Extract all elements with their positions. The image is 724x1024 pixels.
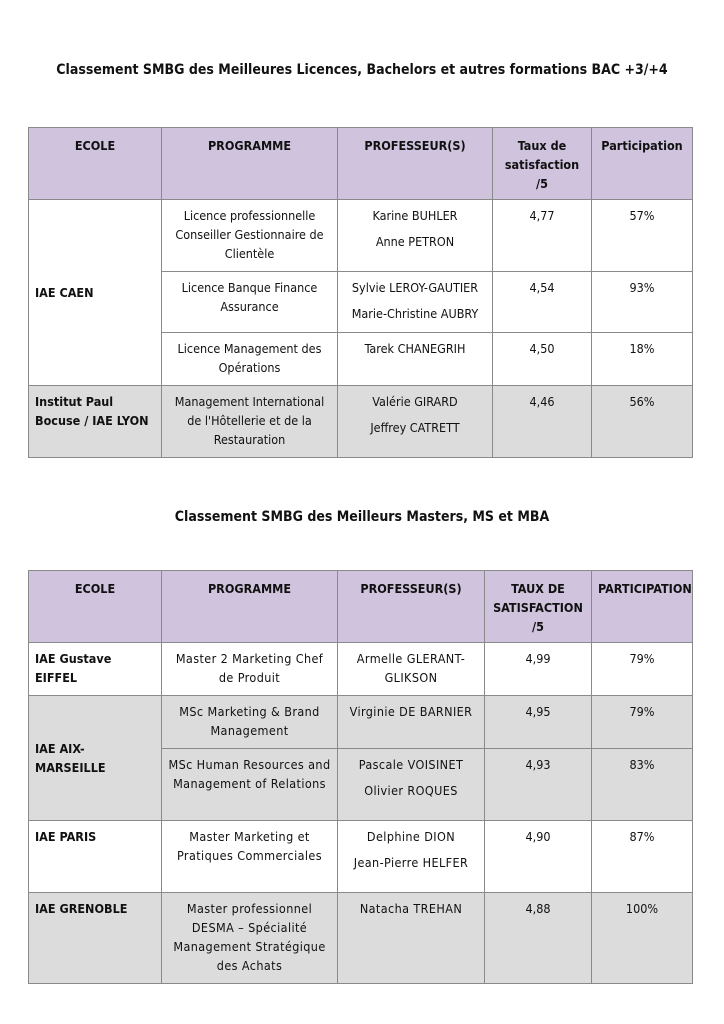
professors-cell	[338, 386, 493, 458]
satisfaction-cell: 4,90	[485, 821, 592, 893]
school-cell: IAE AIX-MARSEILLE	[29, 696, 162, 821]
participation-cell: 83%	[592, 749, 693, 821]
header-programme: PROGRAMME	[162, 571, 338, 643]
professor-name: Armelle GLERANT-GLIKSON	[356, 651, 466, 685]
professors-cell	[338, 200, 493, 272]
satisfaction-cell: 4,93	[485, 749, 592, 821]
masters-ranking-table	[28, 570, 693, 984]
school-cell: Institut Paul Bocuse / IAE LYON	[29, 386, 162, 458]
program-cell: MSc Marketing & Brand Management	[162, 696, 338, 749]
participation-cell: 79%	[592, 696, 693, 749]
program-cell: Licence Management des Opérations	[162, 333, 338, 386]
header-programme: PROGRAMME	[162, 128, 338, 200]
professor-name: Valérie GIRARD	[372, 394, 458, 409]
header-participation: Participation	[592, 128, 693, 200]
header-ecole: ECOLE	[29, 571, 162, 643]
table-row	[29, 200, 693, 272]
program-cell: Master professionnel DESMA – Spécialité Management Stratégique des Achats	[162, 893, 338, 984]
participation-cell: 18%	[592, 333, 693, 386]
professor-name: Pascale VOISINET	[358, 757, 464, 772]
program-cell: Licence Banque Finance Assurance	[162, 272, 338, 333]
professor-name: Jeffrey CATRETT	[370, 420, 460, 435]
masters-ranking-title: Classement SMBG des Meilleurs Masters, MS et MBA	[174, 509, 550, 525]
table-row	[29, 821, 693, 893]
satisfaction-cell: 4,95	[485, 696, 592, 749]
participation-cell: 56%	[592, 386, 693, 458]
program-cell: Licence professionnelle Conseiller Gestionnaire de Clientèle	[162, 200, 338, 272]
professors-cell	[338, 893, 485, 984]
table-header-row	[29, 571, 693, 643]
participation-cell: 79%	[592, 643, 693, 696]
participation-cell: 100%	[592, 893, 693, 984]
table-row	[29, 893, 693, 984]
table-row	[29, 696, 693, 749]
header-taux-satisfaction: TAUX DE SATISFACTION /5	[485, 571, 592, 643]
professors-cell	[338, 643, 485, 696]
professor-name: Olivier ROQUES	[364, 783, 458, 798]
program-cell: MSc Human Resources and Management of Relations	[162, 749, 338, 821]
professor-name: Jean-Pierre HELFER	[353, 855, 469, 870]
table-header-row	[29, 128, 693, 200]
school-cell: IAE Gustave EIFFEL	[29, 643, 162, 696]
header-professeurs: PROFESSEUR(S)	[338, 571, 485, 643]
professor-name: Marie-Christine AUBRY	[351, 306, 479, 321]
school-cell: IAE PARIS	[29, 821, 162, 893]
participation-cell: 87%	[592, 821, 693, 893]
professors-cell	[338, 333, 493, 386]
header-taux-satisfaction: Taux de satisfaction /5	[493, 128, 592, 200]
satisfaction-cell: 4,88	[485, 893, 592, 984]
licences-ranking-table	[28, 127, 693, 458]
school-cell: IAE GRENOBLE	[29, 893, 162, 984]
professor-name: Natacha TREHAN	[359, 901, 463, 916]
professors-cell	[338, 696, 485, 749]
professors-cell	[338, 272, 493, 333]
professor-name: Delphine DION	[366, 829, 456, 844]
school-cell: IAE CAEN	[29, 200, 162, 386]
satisfaction-cell: 4,99	[485, 643, 592, 696]
professor-name: Virginie DE BARNIER	[349, 704, 473, 719]
licences-ranking-title: Classement SMBG des Meilleures Licences, Bachelors et autres formations BAC +3/+4	[56, 62, 668, 78]
professor-name: Tarek CHANEGRIH	[364, 341, 466, 356]
professor-name: Karine BUHLER	[372, 208, 458, 223]
professors-cell	[338, 821, 485, 893]
header-participation: PARTICIPATION	[592, 571, 693, 643]
header-ecole: ECOLE	[29, 128, 162, 200]
satisfaction-cell: 4,77	[493, 200, 592, 272]
satisfaction-cell: 4,46	[493, 386, 592, 458]
professors-cell	[338, 749, 485, 821]
satisfaction-cell: 4,50	[493, 333, 592, 386]
satisfaction-cell: 4,54	[493, 272, 592, 333]
header-professeurs: PROFESSEUR(S)	[338, 128, 493, 200]
participation-cell: 93%	[592, 272, 693, 333]
table-row	[29, 643, 693, 696]
table-row	[29, 386, 693, 458]
program-cell: Master 2 Marketing Chef de Produit	[162, 643, 338, 696]
participation-cell: 57%	[592, 200, 693, 272]
program-cell: Management International de l'Hôtellerie et de la Restauration	[162, 386, 338, 458]
program-cell: Master Marketing et Pratiques Commerciales	[162, 821, 338, 893]
professor-name: Sylvie LEROY-GAUTIER	[351, 280, 479, 295]
professor-name: Anne PETRON	[375, 234, 455, 249]
